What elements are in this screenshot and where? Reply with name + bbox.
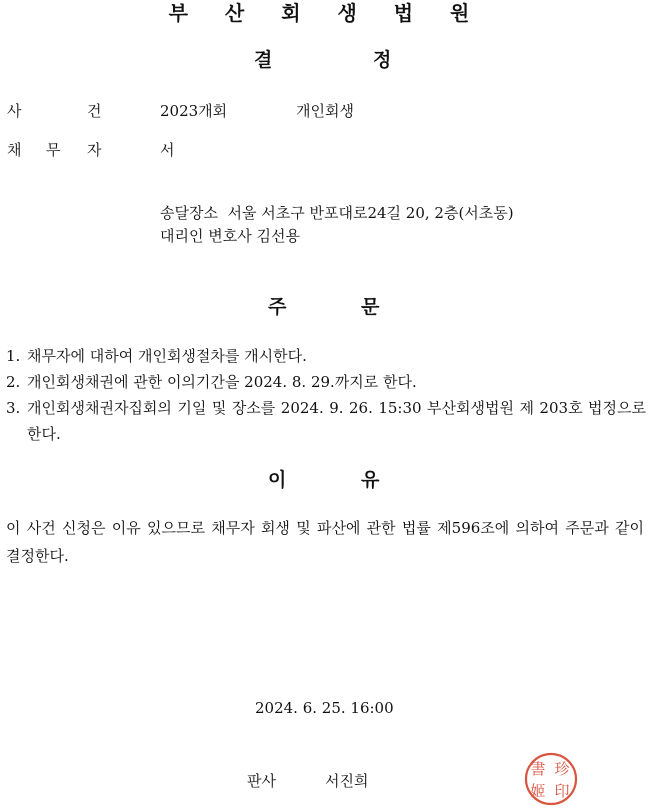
case-name: 개인회생 <box>296 102 354 120</box>
debtor-label-char-2: 무 <box>46 141 61 159</box>
reason-heading-left: 이 <box>268 469 287 491</box>
order-item-3 <box>6 395 646 447</box>
reason-heading-right: 유 <box>361 469 380 491</box>
order-item-number: 3. <box>6 399 21 417</box>
judge-seal <box>524 752 578 806</box>
debtor-name: 서 <box>160 141 175 159</box>
order-heading-left: 주 <box>268 296 287 318</box>
reason-text: 이 사건 신청은 이유 있으므로 채무자 회생 및 파산에 관한 법률 제596조에 의하여 주문과 같이 결정한다. <box>6 519 644 565</box>
case-label-char-1: 사 <box>7 102 22 120</box>
judge-name: 서진희 <box>325 772 369 790</box>
order-item-1 <box>6 343 646 369</box>
order-item-2 <box>6 369 646 395</box>
order-heading-right: 문 <box>361 296 380 318</box>
case-label-char-2: 건 <box>87 102 102 120</box>
order-item-text: 개인회생채권자집회의 기일 및 장소를 2024. 9. 26. 15:30 부산회생법원 제 203호 법정으로 한다. <box>27 399 646 443</box>
case-number: 2023개회 <box>160 102 228 120</box>
debtor-label-char-1: 채 <box>7 141 22 159</box>
seal-char-4: 印 <box>554 782 570 800</box>
order-list <box>6 343 646 447</box>
seal-char-1: 書 <box>530 760 546 778</box>
service-agent: 대리인 변호사 김선용 <box>160 227 300 245</box>
doc-type-right: 정 <box>373 49 392 71</box>
judge-title: 판사 <box>247 772 276 790</box>
debtor-label-char-3: 자 <box>87 141 102 159</box>
seal-char-2: 珍 <box>554 760 570 778</box>
order-item-number: 1. <box>6 347 21 365</box>
service-address: 송달장소 서울 서초구 반포대로24길 20, 2층(서초동) <box>160 204 514 222</box>
court-name: 부 산 회 생 법 원 <box>168 1 485 25</box>
order-item-number: 2. <box>6 373 21 391</box>
doc-type-left: 결 <box>254 49 273 71</box>
order-item-text: 개인회생채권에 관한 이의기간을 2024. 8. 29.까지로 한다. <box>27 373 417 391</box>
order-item-text: 채무자에 대하여 개인회생절차를 개시한다. <box>27 347 307 365</box>
seal-char-3: 姬 <box>530 782 546 800</box>
decision-date: 2024. 6. 25. 16:00 <box>255 699 394 717</box>
